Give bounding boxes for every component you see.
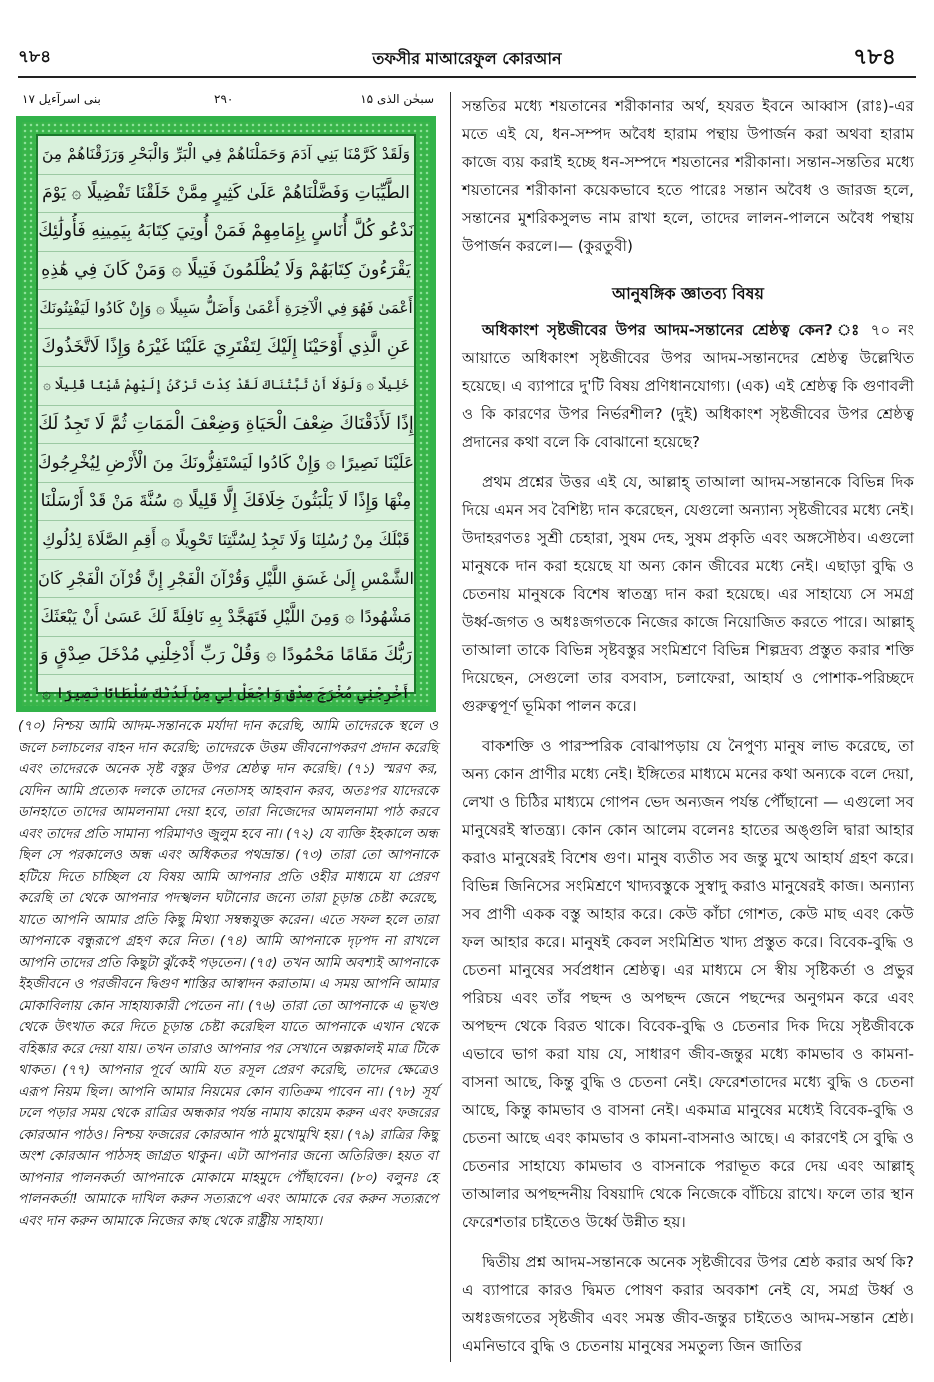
running-title: তফসীর মাআরেফুল কোরআন xyxy=(372,49,562,68)
question-body: ৭০ নং আয়াতে অধিকাংশ সৃষ্টজীবের উপর আদম-সন্তানদের শ্রেষ্ঠত্ব উল্লেখিত হয়েছে। এ ব্যাপারে দু'টি বিষয় প্রণিধানযোগ্য। (এক) এই শ্রেষ্ঠত্ব কি গুণাবলী ও কি কারণের উপর নির্ভরশীল? (দুই) অধিকাংশ সৃষ্টজীবের উপর শ্রেষ্ঠত্ব প্রদানের কথা বলে কি বোঝানো হয়েছে? xyxy=(462,321,914,451)
surah-label: بنی اسرآءیل ۱۷ xyxy=(22,92,101,106)
question-heading: অধিকাংশ সৃষ্টজীবের উপর আদম-সন্তানের শ্রেষ্ঠত্ব কেন? ঃ xyxy=(482,321,863,339)
arabic-verse-line: قَبْلَكَ مِنْ رُسُلِنَا وَلَا تَجِدُ لِسُنَّتِنَا تَحْوِيلًا ۞ أَقِمِ الصَّلَاةَ لِدُلُوكِ xyxy=(38,521,414,560)
header-rule xyxy=(18,76,916,78)
question-paragraph xyxy=(462,316,914,456)
arabic-verse-line: عَلَيْنَا نَصِيرًا ۞ وَإِنْ كَادُوا لَيَسْتَفِزُّونَكَ مِنَ الْأَرْضِ لِيُخْرِجُوكَ xyxy=(38,444,414,483)
arabic-verse-line: أَعْمَىٰ فَهُوَ فِي الْآخِرَةِ أَعْمَىٰ وَأَضَلُّ سَبِيلًا ۞ وَإِنْ كَادُوا لَيَفْتِنُونَكَ xyxy=(38,290,414,329)
arabic-verse-line: إِذًا لَأَذَقْنَاكَ ضِعْفَ الْحَيَاةِ وَضِعْفَ الْمَمَاتِ ثُمَّ لَا تَجِدُ لَكَ xyxy=(38,406,414,445)
arabic-verse-line: خَلِيلًا ۞ وَلَوْلَا أَنْ ثَبَّتْنَاكَ لَقَدْ كِدْتَ تَرْكَنُ إِلَيْهِمْ شَيْئًا قَلِيلًا ۞ xyxy=(38,367,414,406)
translation-text: (৭০) নিশ্চয় আমি আদম-সন্তানকে মর্যাদা দান করেছি, আমি তাদেরকে স্থলে ও জলে চলাচলের বাহন দান করেছি; তাদেরকে উত্তম জীবনোপকরণ প্রদান করেছি এবং তাদেরকে অনেক সৃষ্ট বস্তুর উপর শ্রেষ্ঠত্ব দান করেছি। (৭১) স্মরণ কর, যেদিন আমি প্রত্যেক দলকে তাদের নেতাসহ আহবান করব, অতঃপর যাদেরকে ডানহাতে তাদের আমলনামা দেয়া হবে, তারা নিজেদের আমলনামা পাঠ করবে এবং তাদের প্রতি সামান্য পরিমাণও জুলুম হবে না। (৭২) যে ব্যক্তি ইহকালে অন্ধ ছিল সে পরকালেও অন্ধ এবং অধিকতর পথভ্রান্ত। (৭৩) তারা তো আপনাকে হটিয়ে দিতে চাচ্ছিল যে বিষয় আমি আপনার প্রতি ওহীর মাধ্যমে যা প্রেরণ করেছি তা থেকে আপনার পদস্খলন ঘটানোর জন্যে তারা চূড়ান্ত চেষ্টা করেছে, যাতে আপনি আমার প্রতি কিছু মিথ্যা সম্বন্ধযুক্ত করেন। এতে সফল হলে তারা আপনাকে বন্ধুরূপে গ্রহণ করে নিত। (৭৪) আমি আপনাকে দৃঢ়পদ না রাখলে আপনি তাদের প্রতি কিছুটা ঝুঁকেই পড়তেন। (৭৫) তখন আমি অবশ্যই আপনাকে ইহজীবনে ও পরজীবনে দ্বিগুণ শাস্তির আস্বাদন করাতাম। এ সময় আপনি আমার মোকাবিলায় কোন সাহায্যকারী পেতেন না। (৭৬) তারা তো আপনাকে এ ভূখণ্ড থেকে উৎখাত করে দিতে চূড়ান্ত চেষ্টা করেছিল যাতে আপনাকে এখান থেকে বহিষ্কার করে দেয়া যায়। তখন তারাও আপনার পর সেখানে অল্পকালই মাত্র টিকে থাকত। (৭৭) আপনার পূর্বে আমি যত রসূল প্রেরণ করেছি, তাদের ক্ষেত্রেও এরূপ নিয়ম ছিল। আপনি আমার নিয়মের কোন ব্যতিক্রম পাবেন না। (৭৮) সূর্য ঢলে পড়ার সময় থেকে রাত্রির অন্ধকার পর্যন্ত নামায কায়েম করুন এবং ফজরের কোরআন পাঠও। নিশ্চয় ফজরের কোরআন পাঠ মুখোমুখি হয়। (৭৯) রাত্রির কিছু অংশ কোরআন পাঠসহ জাগ্রত থাকুন। এটা আপনার জন্যে অতিরিক্ত। হয়ত বা আপনার পালনকর্তা আপনাকে মোকামে মাহমুদে পৌঁছাবেন। (৮০) বলুনঃ হে পালনকর্তা! আমাকে দাখিল করুন সত্যরূপে এবং আমাকে বের করুন সত্যরূপে এবং দান করুন আমাকে নিজের কাছ থেকে রাষ্ট্রীয় সাহায্য। xyxy=(18,719,438,1229)
arabic-verse-frame xyxy=(16,116,436,712)
mushaf-page-number: ۲۹۰ xyxy=(214,92,234,106)
arabic-verse-line: مِنْهَا وَإِذًا لَا يَلْبَثُونَ خِلَافَكَ إِلَّا قَلِيلًا ۞ سُنَّةَ مَنْ قَدْ أَرْسَلْنَا xyxy=(38,483,414,522)
right-page-number: ৭৮৪ xyxy=(853,45,896,70)
arabic-verse-line: رَبُّكَ مَقَامًا مَحْمُودًا ۞ وَقُلْ رَبِّ أَدْخِلْنِي مُدْخَلَ صِدْقٍ وَ xyxy=(38,637,414,676)
section-heading: আনুষঙ্গিক জ্ঞাতব্য বিষয় xyxy=(612,284,764,303)
arabic-verse-panel xyxy=(36,134,416,702)
arabic-verse-line: الشَّمْسِ إِلَىٰ غَسَقِ اللَّيْلِ وَقُرْآنَ الْفَجْرِ إِنَّ قُرْآنَ الْفَجْرِ كَانَ xyxy=(38,560,414,599)
commentary-paragraph-1: সন্ততির মধ্যে শয়তানের শরীকানার অর্থ, হযরত ইবনে আব্বাস (রাঃ)-এর মতে এই যে, ধন-সম্পদ অবৈধ হারাম পন্থায় উপার্জন করা অথবা হারাম কাজে ব্যয় করাই হচ্ছে ধন-সম্পদে শয়তানের শরীকানা। সন্তান-সন্ততির মধ্যে শয়তানের শরীকানা কয়েকভাবে হতে পারেঃ সন্তান অবৈধ ও জারজ হলে, সন্তানের মুশরিকসুলভ নাম রাখা হলে, তাদের লালন-পালনে অবৈধ পন্থায় উপার্জন করলে।— (কুরতুবী) xyxy=(462,97,914,255)
commentary-paragraph-4: দ্বিতীয় প্রশ্ন আদম-সন্তানকে অনেক সৃষ্টজীবের উপর শ্রেষ্ঠ করার অর্থ কি? এ ব্যাপারে কারও দ্বিমত পোষণ করার অবকাশ নেই যে, সমগ্র উর্ধ্ব ও অধঃজগতের সৃষ্টজীব এবং সমস্ত জীব-জন্তুর চাইতেও আদম-সন্তান শ্রেষ্ঠ। এমনিভাবে বুদ্ধি ও চেতনায় মানুষের সমতুল্য জিন জাতির xyxy=(462,1253,914,1355)
arabic-verse-line: نَدْعُو كُلَّ أُنَاسٍ بِإِمَامِهِمْ فَمَنْ أُوتِيَ كِتَابَهُ بِيَمِينِهِ فَأُولَٰئِكَ xyxy=(38,213,414,252)
juz-label: سبحٰن الذی ۱۵ xyxy=(360,92,434,106)
commentary-paragraph-3: বাকশক্তি ও পারস্পরিক বোঝাপড়ায় যে নৈপুণ্য মানুষ লাভ করেছে, তা অন্য কোন প্রাণীর মধ্যে নেই। ইঙ্গিতের মাধ্যমে মনের কথা অন্যকে বলে দেয়া, লেখা ও চিঠির মাধ্যমে গোপন ভেদ অন্যজন পর্যন্ত পৌঁছানো — এগুলো সব মানুষেরই স্বাতন্ত্র্য। কোন কোন আলেম বলেনঃ হাতের অঙ্গুলি দ্বারা আহার করাও মানুষেরই বিশেষ গুণ। মানুষ ব্যতীত সব জন্তু মুখে আহার্য গ্রহণ করে। বিভিন্ন জিনিসের সংমিশ্রণে খাদ্যবস্তুকে সুস্বাদু করাও মানুষেরই কাজ। অন্যান্য সব প্রাণী একক বস্তু আহার করে। কেউ কাঁচা গোশত, কেউ মাছ এবং কেউ ফল আহার করে। মানুষই কেবল সংমিশ্রিত খাদ্য প্রস্তুত করে। বিবেক-বুদ্ধি ও চেতনা মানুষের সর্বপ্রধান শ্রেষ্ঠত্ব। এর মাধ্যমে সে স্বীয় সৃষ্টিকর্তা ও প্রভুর পরিচয় এবং তাঁর পছন্দ ও অপছন্দ জেনে পছন্দের অনুগমন করে এবং অপছন্দ থেকে বিরত থাকে। বিবেক-বুদ্ধি ও চেতনার দিক দিয়ে সৃষ্টজীবকে এভাবে ভাগ করা যায় যে, সাধারণ জীব-জন্তুর মধ্যে কামভাব ও কামনা-বাসনা আছে, কিন্তু বুদ্ধি ও চেতনা নেই। ফেরেশতাদের মধ্যে বুদ্ধি ও চেতনা আছে, কিন্তু কামভাব ও বাসনা নেই। একমাত্র মানুষের মধ্যেই বিবেক-বুদ্ধি ও চেতনা আছে এবং কামভাব ও কামনা-বাসনাও আছে। এ কারণেই সে বুদ্ধি ও চেতনার সাহায্যে কামভাব ও বাসনাকে পরাভূত করে দেয় এবং আল্লাহ্ তাআলার অপছন্দনীয় বিষয়াদি থেকে নিজেকে বাঁচিয়ে রাখে। ফলে তার স্থান ফেরেশতার চাইতেও উর্ধ্বে উন্নীত হয়। xyxy=(462,737,914,1231)
column-divider xyxy=(450,92,451,1362)
verse-translation xyxy=(18,716,438,1232)
arabic-verse-line: يَقْرَءُونَ كِتَابَهُمْ وَلَا يُظْلَمُونَ فَتِيلًا ۞ وَمَنْ كَانَ فِي هَٰذِهِ xyxy=(38,252,414,291)
arabic-verse-line: وَلَقَدْ كَرَّمْنَا بَنِي آدَمَ وَحَمَلْنَاهُمْ فِي الْبَرِّ وَالْبَحْرِ وَرَزَقْنَاهُمْ مِنَ xyxy=(38,136,414,175)
commentary-column xyxy=(462,92,914,1360)
arabic-page-header xyxy=(18,92,438,114)
commentary-paragraph-2: প্রথম প্রশ্নের উত্তর এই যে, আল্লাহ্ তাআলা আদম-সন্তানকে বিভিন্ন দিক দিয়ে এমন সব বৈশিষ্ট্য দান করেছেন, যেগুলো অন্যান্য সৃষ্টজীবের মধ্যে নেই। উদাহরণতঃ সুশ্রী চেহারা, সুষম দেহ, সুষম প্রকৃতি এবং অঙ্গসৌষ্ঠব। এগুলো মানুষকে দান করা হয়েছে যা অন্য কোন জীবের মধ্যে নেই। এছাড়া বুদ্ধি ও চেতনায় মানুষকে বিশেষ স্বাতন্ত্র্য দান করা হয়েছে। এর সাহায্যে সে সমগ্র উর্ধ্ব-জগত ও অধঃজগতকে নিজের কাজে নিয়োজিত করতে পারে। আল্লাহ্ তাআলা তাকে বিভিন্ন সৃষ্টবস্তুর সংমিশ্রণে বিভিন্ন শিল্পদ্রব্য প্রস্তুত করার শক্তি দিয়েছেন, সেগুলো তার বসবাস, চলাফেরা, আহার্য ও পোশাক-পরিচ্ছদে গুরুত্বপূর্ণ ভূমিকা পালন করে। xyxy=(462,473,914,715)
arabic-verse-line: أَخْرِجْنِي مُخْرَجَ صِدْقٍ وَاجْعَلْ لِي مِنْ لَدُنْكَ سُلْطَانًا نَصِيرًا ۞ xyxy=(41,684,411,702)
arabic-verse-line: الطَّيِّبَاتِ وَفَضَّلْنَاهُمْ عَلَىٰ كَثِيرٍ مِمَّنْ خَلَقْنَا تَفْضِيلًا ۞ يَوْمَ xyxy=(38,175,414,214)
left-page-number: ৭৮৪ xyxy=(18,47,52,67)
arabic-verse-line: عَنِ الَّذِي أَوْحَيْنَا إِلَيْكَ لِتَفْتَرِيَ عَلَيْنَا غَيْرَهُ وَإِذًا لَاتَّخَذُوكَ xyxy=(38,329,414,368)
arabic-verse-line: مَشْهُودًا ۞ وَمِنَ اللَّيْلِ فَتَهَجَّدْ بِهِ نَافِلَةً لَكَ عَسَىٰ أَنْ يَبْعَثَكَ xyxy=(38,598,414,637)
